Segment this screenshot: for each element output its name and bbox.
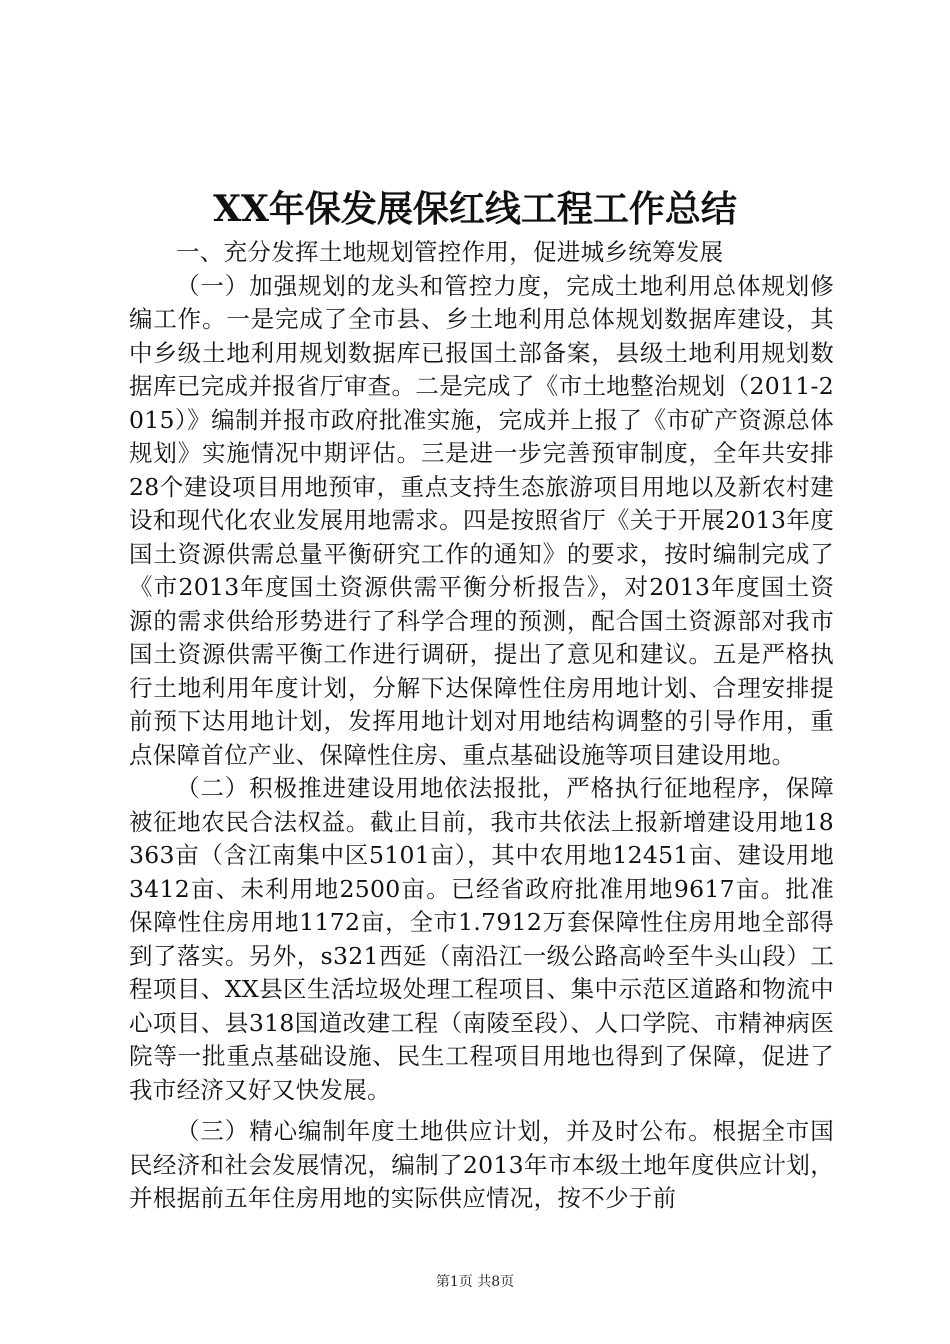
document-body <box>129 236 834 1216</box>
paragraph-land-approval: （二）积极推进建设用地依法报批，严格执行征地程序，保障被征地农民合法权益。截止目前，我市共依法上报新增建设用地18363亩（含江南集中区5101亩），其中农用地12451亩、建设用地3412亩、未利用地2500亩。已经省政府批准用地9617亩。批准保障性住房用地1172亩，全市1.7912万套保障性住房用地全部得到了落实。另外，s321西延（南沿江一级公路高岭至牛头山段）工程项目、XX县区生活垃圾处理工程项目、集中示范区道路和物流中心项目、县318国道改建工程（南陵至段）、人口学院、市精神病医院等一批重点基础设施、民生工程项目用地也得到了保障，促进了我市经济又好又快发展。 <box>129 774 834 1104</box>
paragraph-supply-plan: （三）精心编制年度土地供应计划，并及时公布。根据全市国民经济和社会发展情况，编制了2013年市本级土地年度供应计划，并根据前五年住房用地的实际供应情况，按不少于前 <box>129 1117 834 1212</box>
document-title: XX年保发展保红线工程工作总结 <box>213 188 737 230</box>
paragraph-planning: （一）加强规划的龙头和管控力度，完成土地利用总体规划修编工作。一是完成了全市县、乡土地利用总体规划数据库建设，其中乡级土地利用规划数据库已报国土部备案，县级土地利用规划数据库已完成并报省厅审查。二是完成了《市土地整治规划（2011-2015）》编制并报市政府批准实施，完成并上报了《市矿产资源总体规划》实施情况中期评估。三是进一步完善预审制度，全年共安排28个建设项目用地预审，重点支持生态旅游项目用地以及新农村建设和现代化农业发展用地需求。四是按照省厅《关于开展2013年度国土资源供需总量平衡研究工作的通知》的要求，按时编制完成了《市2013年度国土资源供需平衡分析报告》，对2013年度国土资源的需求供给形势进行了科学合理的预测，配合国土资源部对我市国土资源供需平衡工作进行调研，提出了意见和建议。五是严格执行土地利用年度计划，分解下达保障性住房用地计划、合理安排提前预下达用地计划，发挥用地计划对用地结构调整的引导作用，重点保障首位产业、保障性住房、重点基础设施等项目建设用地。 <box>129 271 834 769</box>
section-heading: 一、充分发挥土地规划管控作用，促进城乡统筹发展 <box>176 238 724 266</box>
page-number-footer: 第1页 共8页 <box>435 1274 515 1290</box>
